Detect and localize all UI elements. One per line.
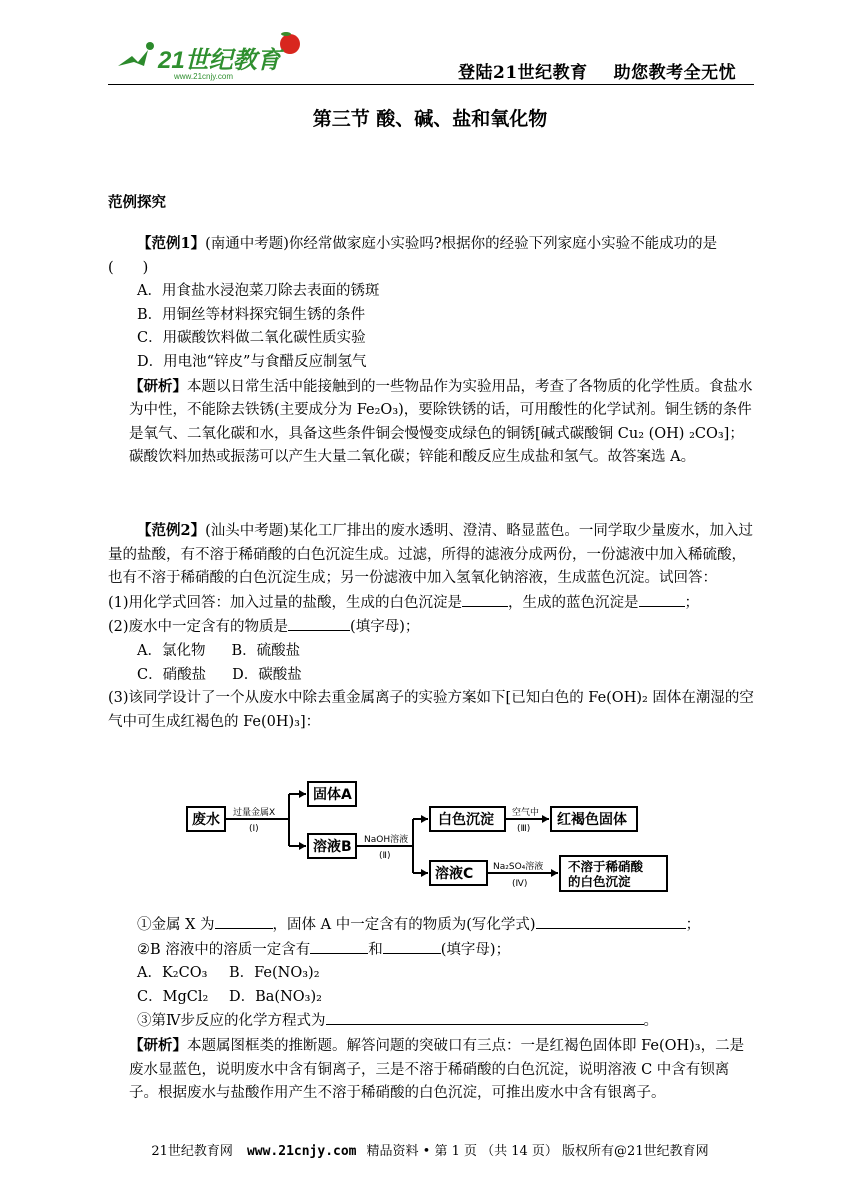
arrow-4-step: (Ⅳ): [512, 879, 528, 889]
box-solution-c-label: 溶液C: [435, 866, 474, 882]
option-d: D．用电池“锌皮”与食醋反应制氢气: [137, 353, 367, 370]
arrow-2-reagent: NaOH溶液: [364, 835, 409, 845]
question-1: (1)用化学式回答：加入过量的盐酸，生成的白色沉淀是 ，生成的蓝色沉淀是 ；: [108, 591, 754, 616]
example-2-stem: 【范例2】(汕头中考题)某化工厂排出的废水透明、澄清、略显蓝色。一同学取少量废水，加入过量的盐酸，有不溶于稀硝酸的白色沉淀生成。过滤，所得的滤液分成两份，一份滤液中加入稀硫酸，也有不溶于稀硝酸的白色沉淀生成；另一份滤液中加入氢氧化钠溶液，生成蓝色沉淀。试回答：: [108, 522, 753, 587]
s2-options-row-2: C．MgCl₂ D．Ba(NO₃)₂: [137, 988, 322, 1005]
s2-options-row-1: A．K₂CO₃ B．Fe(NO₃)₂: [137, 965, 320, 982]
option-b: B．用铜丝等材料探究铜生锈的条件: [137, 306, 366, 323]
logo-text: 21世纪教育: [158, 47, 281, 74]
box-solution-b-label: 溶液B: [313, 839, 352, 855]
subquestion-1: ①金属 X 为 ，固体 A 中一定含有的物质为(写化学式) ；: [108, 913, 754, 938]
answer-blank[interactable]: [639, 591, 685, 607]
slogan-left: 登陆21世纪教育: [458, 63, 588, 83]
question-2: (2)废水中一定含有的物质是 (填字母)；: [108, 615, 754, 640]
question-3: (3)该同学设计了一个从废水中除去重金属离子的实验方案如下[已知白色的 Fe(OH)₂ 固体在潮湿的空气中可生成红褐色的 Fe(0H)₃]：: [108, 690, 754, 730]
option-c: C．用碳酸饮料做二氧化碳性质实验: [137, 330, 366, 347]
box-red-solid-label: 红褐色固体: [557, 812, 627, 828]
example-2-label: 【范例2】: [137, 522, 206, 539]
answer-blank[interactable]: [536, 913, 686, 929]
site-logo[interactable]: [108, 32, 308, 82]
page-footer: [0, 1140, 860, 1159]
page-title: 第三节 酸、碱、盐和氧化物: [312, 108, 548, 130]
box-insoluble-line-2: 的白色沉淀: [568, 874, 631, 889]
flowchart-diagram: [185, 776, 671, 894]
example-1-stem: 【范例1】(南通中考题)你经常做家庭小实验吗?根据你的经验下列家庭小实验不能成功的是 ( ): [108, 235, 790, 276]
header-divider: [108, 84, 754, 85]
example-2-analysis: 【研析】本题属图框类的推断题。解答问题的突破口有三点：一是红褐色固体即 Fe(OH)₃，二是废水显蓝色，说明废水中含有铜离子，三是不溶于稀硝酸的白色沉淀，说明溶液 C 中含有钡离子。根据废水与盐酸作用产生不溶于稀硝酸的白色沉淀，可推出废水中含有银离子。: [129, 1036, 745, 1102]
arrow-4-reagent: Na₂SO₄溶液: [493, 862, 544, 872]
example-2: [108, 519, 754, 734]
q2-options-row-2: C．硝酸盐 D．碳酸盐: [137, 666, 302, 683]
arrow-3-step: (Ⅲ): [517, 824, 531, 834]
footer-site: 21世纪教育网: [151, 1144, 233, 1159]
q2-options-row-1: A．氯化物 B．硫酸盐: [137, 642, 301, 659]
box-white-ppt-label: 白色沉淀: [438, 812, 494, 828]
answer-blank[interactable]: [215, 913, 273, 929]
analysis-label: 【研析】: [129, 1036, 187, 1054]
answer-blank[interactable]: [288, 615, 350, 631]
example-1: [108, 232, 790, 470]
example-1-analysis: 【研析】本题以日常生活中能接触到的一些物品作为实验用品，考查了各物质的化学性质。食盐水为中性，不能除去铁锈(主要成分为 Fe₂O₃)，要除铁锈的话，可用酸性的化学试剂。铜生锈的条件是氧气、二氧化碳和水，具备这些条件铜会慢慢变成绿色的铜锈[碱式碳酸铜 Cu₂ (OH) ₂CO₃]；碳酸饮料加热或振荡可以产生大量二氧化碳；锌能和酸反应生成盐和氢气。故答案选 A。: [129, 377, 753, 466]
box-waste-label: 废水: [192, 812, 220, 828]
arrow-1-step: (Ⅰ): [249, 824, 259, 834]
logo-apple-icon: [280, 34, 300, 54]
footer-info: 精品资料 • 第 1 页 （共 14 页） 版权所有@21世纪教育网: [366, 1144, 709, 1159]
slogan-right: 助您教考全无忧: [613, 63, 737, 83]
arrow-2-step: (Ⅱ): [379, 851, 391, 861]
answer-blank[interactable]: [462, 591, 508, 607]
option-a: A．用食盐水浸泡菜刀除去表面的锈斑: [137, 283, 380, 300]
analysis-label: 【研析】: [129, 377, 187, 395]
logo-url: www.21cnjy.com: [174, 72, 233, 81]
example-1-label: 【范例1】: [137, 235, 206, 252]
arrow-3-reagent: 空气中: [512, 808, 540, 818]
footer-url[interactable]: www.21cnjy.com: [246, 1144, 357, 1159]
arrow-1-reagent: 过量金属X: [233, 808, 276, 818]
example-2-subquestions: [108, 913, 754, 1106]
answer-blank[interactable]: [326, 1009, 644, 1025]
section-heading: 范例探究: [108, 194, 166, 211]
box-solid-a-label: 固体A: [313, 787, 352, 803]
answer-blank[interactable]: [310, 938, 368, 954]
subquestion-3: ③第Ⅳ步反应的化学方程式为 。: [108, 1009, 754, 1034]
answer-blank[interactable]: [383, 938, 441, 954]
runner-icon: [118, 50, 148, 66]
header-slogan: [458, 58, 736, 83]
subquestion-2: ②B 溶液中的溶质一定含有 和 (填字母)；: [108, 938, 754, 963]
box-insoluble-line-1: 不溶于稀硝酸: [568, 859, 644, 874]
